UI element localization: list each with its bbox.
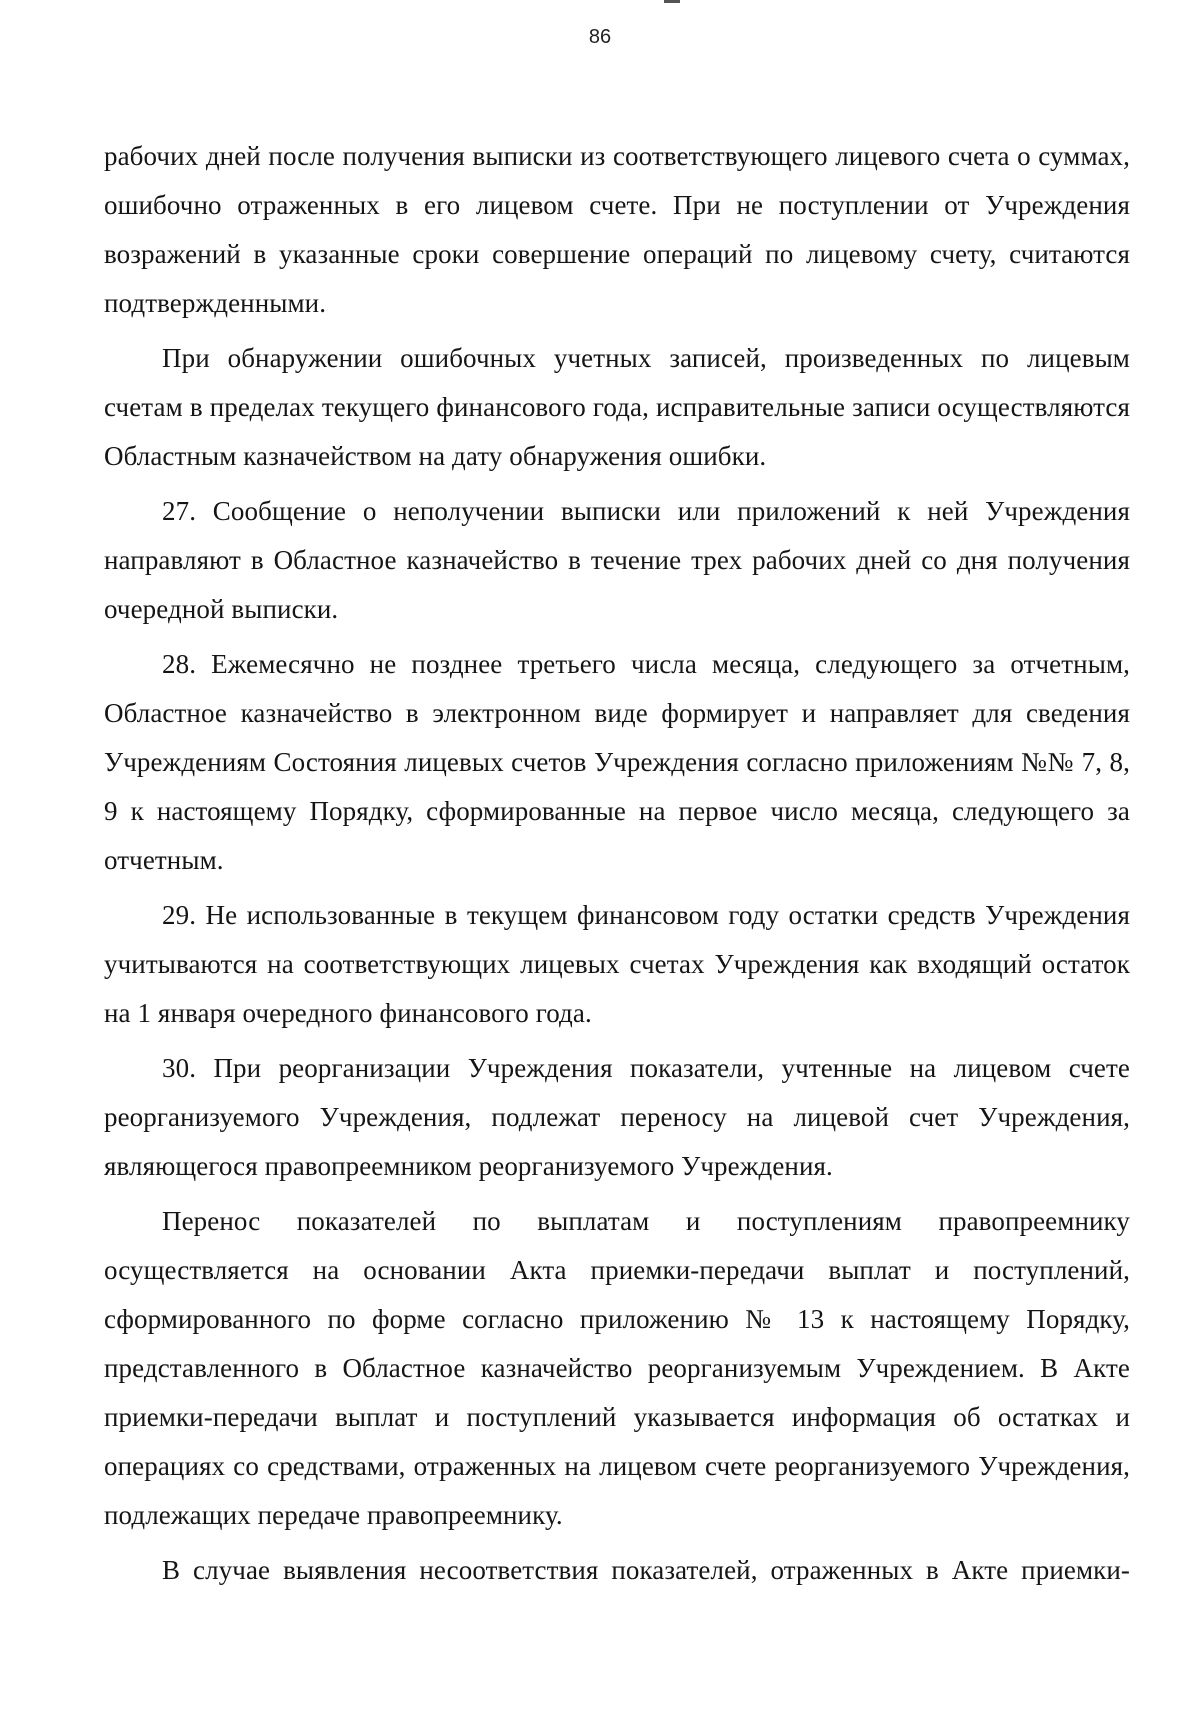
paragraph-error-corrections: При обнаружении ошибочных учетных записей, произведенных по лицевым счетам в пределах текущего финансового года, исправительные записи осуществляются Областным казначейством на дату обнаружения ошибки. xyxy=(104,343,1130,471)
paragraph-29: 29. Не использованные в текущем финансовом году остатки средств Учреждения учитываются на соответствующих лицевых счетах Учреждения как входящий остаток на 1 января очередного финансового года. xyxy=(104,900,1130,1028)
paragraph-28: 28. Ежемесячно не позднее третьего числа месяца, следующего за отчетным, Областное казначейство в электронном виде формирует и направляет для сведения Учреждениям Состояния лицевых счетов Учреждения согласно приложениям №№ 7, 8, 9 к настоящему Порядку, сформированные на первое число месяца, следующего за отчетным. xyxy=(104,649,1130,875)
paragraph-30: 30. При реорганизации Учреждения показатели, учтенные на лицевом счете реорганизуемого Учреждения, подлежат переносу на лицевой счет Учреждения, являющегося правопреемником реорганизуемого Учреждения. xyxy=(104,1053,1130,1181)
document-body xyxy=(104,132,1130,1601)
paragraph-transfer-indicators: Перенос показателей по выплатам и поступлениям правопреемнику осуществляется на основании Акта приемки-передачи выплат и поступлений, сформированного по форме согласно приложению № 13 к настоящему Порядку, представленного в Областное казначейство реорганизуемым Учреждением. В Акте приемки-передачи выплат и поступлений указывается информация об остатках и операциях со средствами, отраженных на лицевом счете реорганизуемого Учреждения, подлежащих передаче правопреемнику. xyxy=(104,1206,1130,1530)
paragraph-discrepancy: В случае выявления несоответствия показателей, отраженных в Акте приемки- xyxy=(162,1555,1130,1585)
scan-mark xyxy=(664,0,680,3)
paragraph-27: 27. Сообщение о неполучении выписки или приложений к ней Учреждения направляют в Областное казначейство в течение трех рабочих дней со дня получения очередной выписки. xyxy=(104,496,1130,624)
paragraph-continuation: рабочих дней после получения выписки из соответствующего лицевого счета о суммах, ошибочно отраженных в его лицевом счете. При не поступлении от Учреждения возражений в указанные сроки совершение операций по лицевому счету, считаются подтвержденными. xyxy=(104,141,1130,318)
page-number: 86 xyxy=(588,26,612,48)
